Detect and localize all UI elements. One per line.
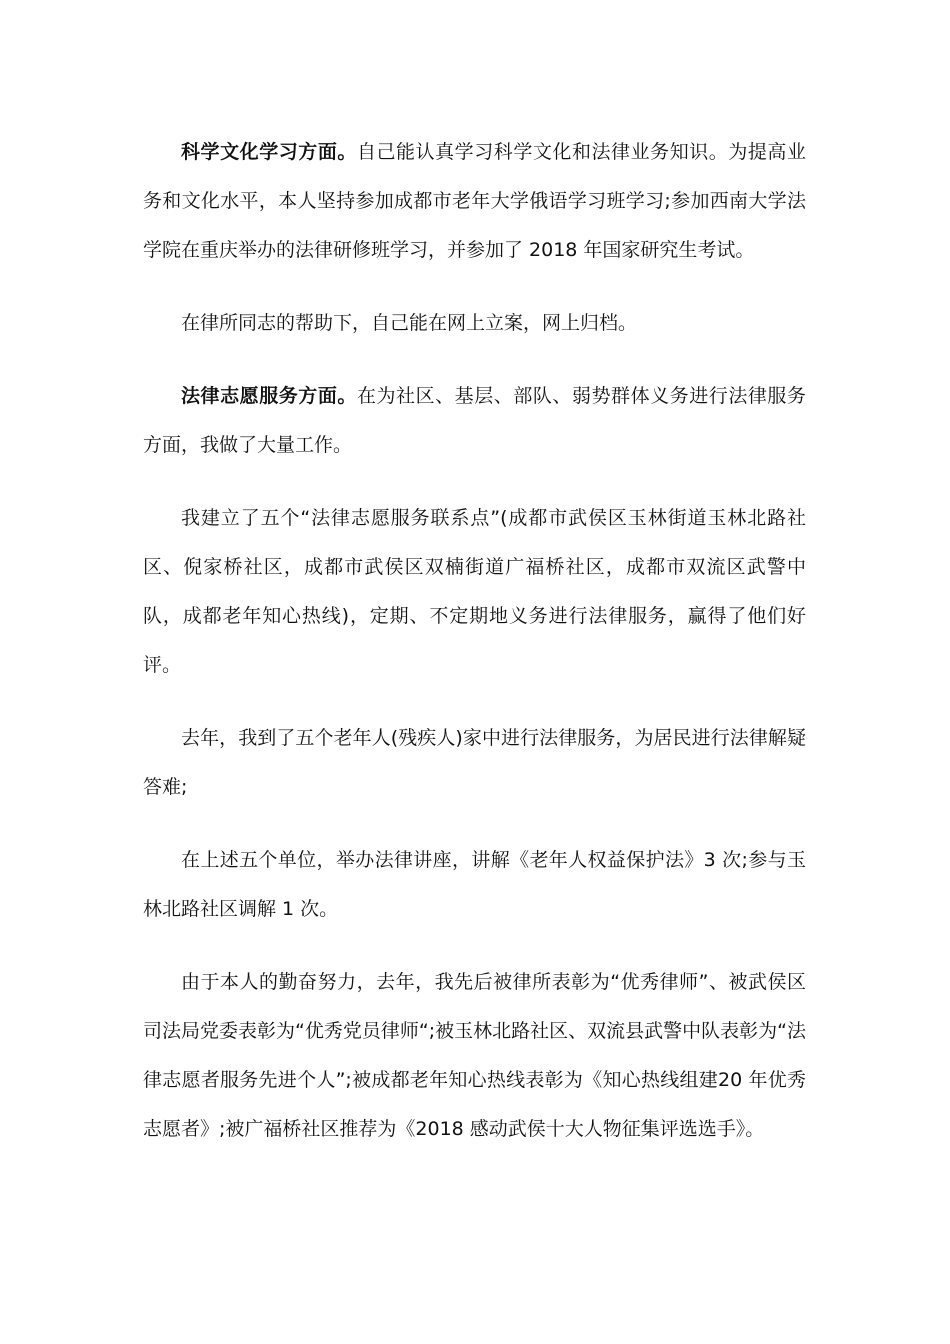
paragraph-text: 在为社区、基层、部队、弱势群体义务进行法律服务方面，我做了大量工作。 <box>143 385 806 456</box>
paragraph-text: 去年，我到了五个老年人(残疾人)家中进行法律服务，为居民进行法律解疑答难; <box>143 727 806 798</box>
document-body <box>143 128 806 1178</box>
paragraph-heading: 科学文化学习方面。 <box>181 141 357 163</box>
paragraph-lectures <box>143 836 806 934</box>
paragraph-text: 我建立了五个“法律志愿服务联系点”(成都市武侯区玉林街道玉林北路社区、倪家桥社区，成都市武侯区双楠街道广福桥社区，成都市双流区武警中队，成都老年知心热线)，定期、不定期地义务进行法律服务，赢得了他们好评。 <box>143 507 806 676</box>
paragraph-text: 在上述五个单位，举办法律讲座，讲解《老年人权益保护法》3 次;参与玉林北路社区调解 1 次。 <box>143 849 806 920</box>
paragraph-text: 在律所同志的帮助下，自己能在网上立案，网上归档。 <box>181 312 638 334</box>
paragraph-science-culture <box>143 128 806 275</box>
paragraph-service-points <box>143 494 806 690</box>
paragraph-awards <box>143 958 806 1154</box>
paragraph-online-filing <box>143 299 806 348</box>
paragraph-text: 由于本人的勤奋努力，去年，我先后被律所表彰为“优秀律师”、被武侯区司法局党委表彰为“优秀党员律师“;被玉林北路社区、双流县武警中队表彰为“法律志愿者服务先进个人”;被成都老年知心热线表彰为《知心热线组建20 年优秀志愿者》;被广福桥社区推荐为《2018 感动武侯十大人物征集评选选手》。 <box>143 971 806 1140</box>
paragraph-heading: 法律志愿服务方面。 <box>181 385 357 407</box>
paragraph-legal-volunteer <box>143 372 806 470</box>
paragraph-text: 自己能认真学习科学文化和法律业务知识。为提高业务和文化水平，本人坚持参加成都市老年大学俄语学习班学习;参加西南大学法学院在重庆举办的法律研修班学习，并参加了 2018 年国家研究生考试。 <box>143 141 806 261</box>
paragraph-home-service <box>143 714 806 812</box>
